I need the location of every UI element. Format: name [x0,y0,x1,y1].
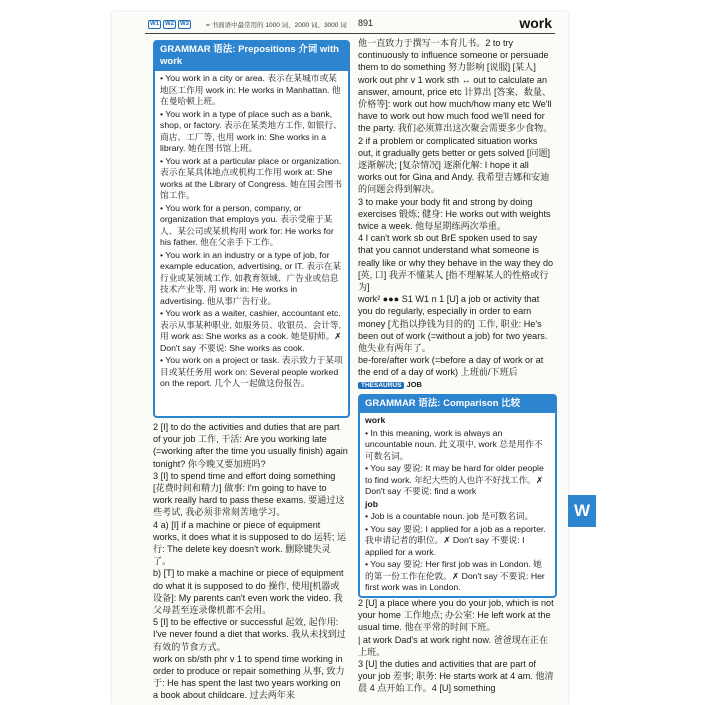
page-header [118,16,566,34]
sense-paragraph: 4 I can't work sb out BrE spoken used to say that you cannot understand what someone is really like or why they behave in the way they do [英, 口] 我弄不懂某人 [指不理解某人的性格或行为] [358,233,554,293]
grammar-item: • You work in an industry or a type of job, for example education, advertising, or IT. 表示在某行业或某领域工作, 如教育领域、广告业或信息技术产业等, 用 work in: He works in advertising. 他从事广告行业。 [160,249,342,306]
grammar-item: • You work for a person, company, or organization that employs you. 表示受雇于某人、某公司或某机构用 work for: He works for his father. 他在父亲手下工作。 [160,202,334,247]
grammar-item: • You work in a city or area. 表示在某城市或某地区工作用 work in: He works in Manhattan. 他在曼哈顿上班。 [160,73,341,106]
level-w2: W2 [165,21,174,27]
level-w1: W1 [150,21,159,27]
sense-paragraph: 3 [I] to spend time and effort doing something [花费时间和精力] 做事: I'm going to have to work really hard to pass these exams. 要通过这些考试, 我必须非常刻苦地学习。 [153,470,345,518]
grammar-item: • Job is a countable noun. job 是可数名词。 [365,511,534,521]
right-column-bottom [358,597,554,695]
phrasal-verb-entry: work on sb/sth phr v 1 to spend time working in order to produce or repair something 从事, 致力于: He has spent the last two years working on a book about childcare. 过去两年来 [153,653,345,701]
page-number: 891 [358,18,374,28]
grammar-subhead: work [365,415,386,425]
sense-paragraph: b) [T] to make a machine or piece of equipment do what it is supposed to do 操作, 使用[机器或设备]: My parents can't even work the video. 我父母甚至连录像机都不会用。 [153,568,344,616]
sense-paragraph: be-fore/after work (=before a day of work or at the end of a day of work) 上班前/下班后 [358,355,544,378]
sense-paragraph: 2 [U] a place where you do your job, which is not your home 工作地点; 办公室: He left work at the usual time. 他在平常的时间下班。 [358,598,554,633]
level-w3: W3 [180,21,189,27]
header-note: = 书面语中最常用的 1000 词、2000 词、3000 词 [206,22,347,29]
header-rule [145,33,555,34]
grammar-item: • In this meaning, work is always an uncountable noun. 此义项中, work 总是用作不可数名词。 [365,427,543,461]
headword-entry-work-noun: work² ●●● S1 W1 n 1 [U] a job or activity that you do regularly, especially in order to earn money [尤指以挣钱为目的的] 工作, 职业: He's been out of work (=without a job) for two years. 他失业有两年了。 [358,294,548,354]
grammar-item: • You work as a waiter, cashier, accountant etc. 表示从事某种职业, 如服务员、收银员、会计等, 用 work as: She works as a cook. 她是厨师。✗ Don't say 不要说: She works as cook. [160,308,342,353]
grammar-subhead: job [365,498,379,509]
grammar-box-prepositions [153,40,350,418]
grammar-box-body [155,71,348,393]
sense-paragraph: 2 if a problem or complicated situation works out, it gradually gets better or gets solved [问题] 逐渐解决; [复杂情况] 逐渐化解: I hope it all works out for Gina and Andy. 我希望吉娜和安迪的问题会得到解决。 [358,135,551,195]
grammar-item: • You say 要说: It may be hard for older people to find work. 年纪大些的人也许不好找工作。✗ Don't say 不要说: find a work [365,463,544,496]
right-column [358,37,554,379]
grammar-box-body [360,413,555,597]
grammar-box-comparison [358,394,557,598]
thumb-index-tab[interactable]: W [568,495,596,527]
sense-paragraph: 2 [I] to do the activities and duties that are part of your job 工作, 干活: Are you working late (=working after the time you usually finish) again tonight? 你今晚又要加班吗? [153,422,348,469]
grammar-item: • You say 要说: I applied for a job as a reporter. 我申请记者的职位。✗ Don't say 不要说: I applied for a work. [365,523,546,557]
thesaurus-tag: THESAURUS [358,382,404,389]
thesaurus-reference[interactable] [358,380,422,389]
thesaurus-word: JOB [406,380,422,389]
grammar-item: • You work in a type of place such as a bank, shop, or factory. 表示在某类地方工作, 如银行、商店、工厂等, 也用 work in: She works in a library. 她在图书馆上班。 [160,108,342,153]
grammar-item: • You work on a project or task. 表示致力于某项目或某任务用 work on: Several people worked on the report. 几个人一起做这份报告。 [160,355,343,388]
grammar-item: • You say 要说: Her first job was in London. 她的第一份工作在伦敦。✗ Don't say 不要说: Her first work was in London. [365,559,545,592]
phrasal-verb-entry: work out phr v 1 work sth ↔ out to calculate an answer, amount, price etc 计算出 [答案、数量、价格等]: work out how much/how many etc We'll have to work out how much food we'll need for the party. 我们必须算出这次聚会需要多少食物。 [358,74,553,134]
sense-paragraph: 他一直致力于撰写一本育儿书。2 to try continuously to influence someone or persuade them to do something 努力影响 [说服] [某人] [358,38,549,73]
sense-paragraph: 3 to make your body fit and strong by doing exercises 锻炼; 健身: He works out with weights twice a week. 他每星期练两次举重。 [358,196,551,232]
sense-paragraph: 5 [I] to be effective or successful 起效, 起作用: I've never found a diet that works. 我从未找到过有效的节食方式。 [153,617,346,652]
grammar-item: • You work at a particular place or organization. 表示在某具体地点或机构工作用 work at: She works at the Library of Congress. 她在国会图书馆工作。 [160,155,343,200]
grammar-box-title: GRAMMAR 语法: Prepositions 介词 with work [155,42,348,71]
left-column [153,421,348,702]
sense-paragraph: 3 [U] the duties and activities that are part of your job 差事; 职务: He starts work at 4 am. 他清晨 4 点开始工作。4 [U] something [358,659,554,694]
grammar-box-title: GRAMMAR 语法: Comparison 比较 [360,396,555,413]
frequency-levels [148,20,191,29]
sense-paragraph: 4 a) [I] if a machine or piece of equipment works, it does what it is supposed to do 运转; 运行: The delete key doesn't work. 删除键失灵了。 [153,519,347,567]
sense-paragraph: | at work Dad's at work right now. 爸爸现在正在上班。 [358,634,549,657]
running-head: work [519,15,552,31]
